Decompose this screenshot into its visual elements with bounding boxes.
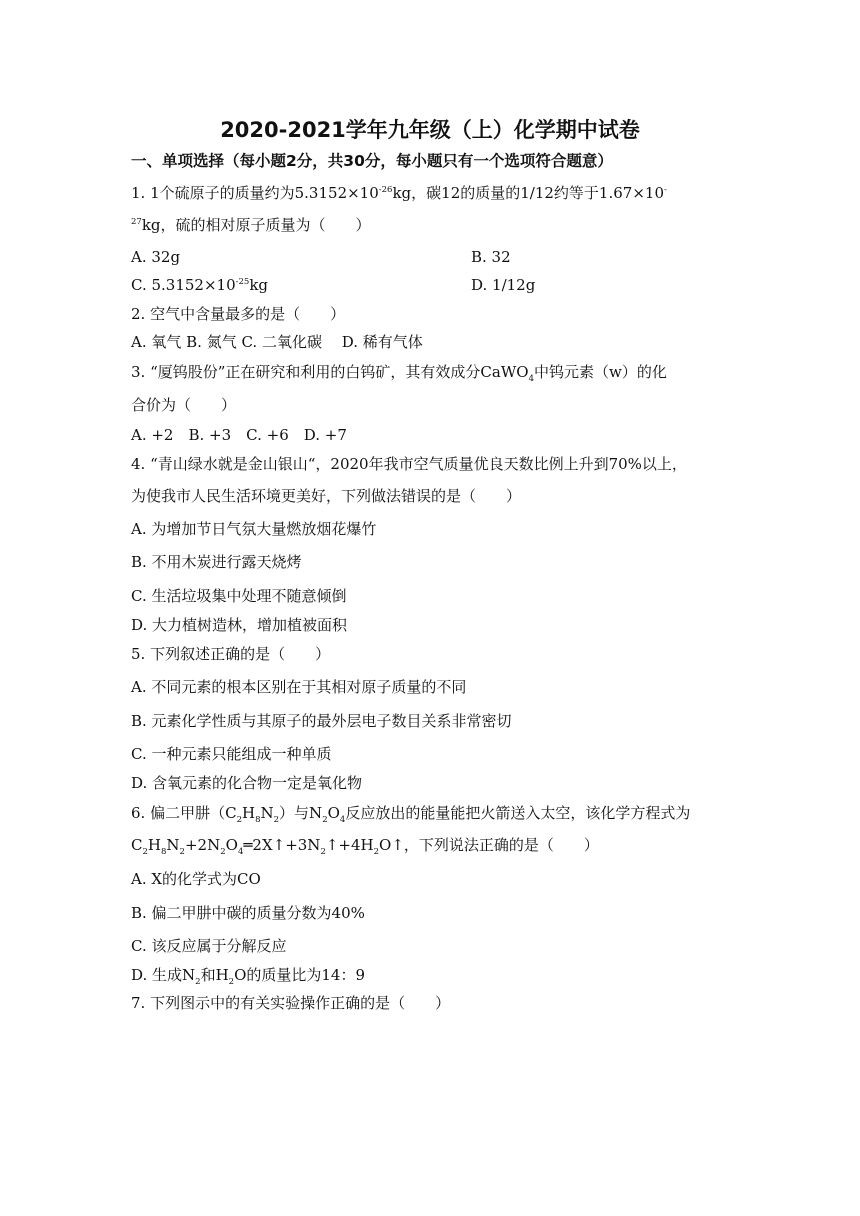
q1-options-row1 (131, 248, 511, 266)
q1-stem-line1: 1. 1个硫原子的质量约为$5.3152\times 10^{-26}kg$，碳12的质量的1/12约等于1.67×10- (131, 184, 667, 202)
q1-option-d: D. 1/12g (471, 276, 536, 294)
q3-stem-line1: 3. “厦钨股份”正在研究和利用的白钨矿，其有效成分CaWO$_4$中钨元素（w）的化 (131, 363, 667, 384)
q6-stem-line1: 6. 偏二甲肼$(C_2H_8N_2)$与$N_2O_4$反应放出的能量能把火箭送入太空，该化学方程式为 (131, 804, 691, 825)
q4-stem-line1: 4. “青山绿水就是金山银山“，2020年我市空气质量优良天数比例上升到70%以上， (131, 455, 687, 473)
q1-option-a: A. 32g (131, 248, 181, 266)
q4-option-d: D. 大力植树造林，增加植被面积 (131, 616, 348, 634)
q5-option-a: A. 不同元素的根本区别在于其相对原子质量的不同 (131, 678, 467, 696)
q5-option-c: C. 一种元素只能组成一种单质 (131, 745, 332, 763)
q4-option-b: B. 不用木炭进行露天烧烤 (131, 553, 302, 571)
q2-stem: 2. 空气中含量最多的是（ ） (131, 305, 346, 323)
page-title: 2020-2021学年九年级（上）化学期中试卷 (220, 118, 640, 142)
q5-option-b: B. 元素化学性质与其原子的最外层电子数目关系非常密切 (131, 712, 512, 730)
q1-options-row2 (131, 276, 536, 294)
q6-option-a: A. X的化学式为CO (131, 870, 261, 888)
q2-options: A. 氧气 B. 氮气 C. 二氧化碳 D. 稀有气体 (131, 333, 423, 351)
q6-option-d: D. 生成$N_2$和$H_2O$的质量比为14：9 (131, 966, 366, 987)
q3-stem-line2: 合价为（ ） (131, 396, 237, 414)
q1-option-b: B. 32 (471, 248, 511, 266)
section-heading: 一、单项选择（每小题2分，共30分，每小题只有一个选项符合题意） (131, 152, 613, 170)
q3-options: A. +2 B. +3 C. +6 D. +7 (131, 426, 347, 444)
q6-option-b: B. 偏二甲肼中碳的质量分数为40% (131, 904, 365, 922)
q5-stem: 5. 下列叙述正确的是（ ） (131, 645, 331, 663)
q6-equation-line: $C_2H_8N_2+2N_2O_4═2X↑+3N_2↑+4H_2O↑$，下列说法正确的是（ ） (131, 836, 599, 857)
q1-stem-line2: $^{27}$kg，硫的相对原子质量为（ ） (131, 216, 371, 234)
q1-option-c: C. $5.3152\times 10^{-25}kg$ (131, 276, 269, 294)
q4-option-c: C. 生活垃圾集中处理不随意倾倒 (131, 587, 347, 605)
q7-stem: 7. 下列图示中的有关实验操作正确的是（ ） (131, 994, 451, 1012)
q4-stem-line2: 为使我市人民生活环境更美好，下列做法错误的是（ ） (131, 487, 522, 505)
q6-option-c: C. 该反应属于分解反应 (131, 937, 287, 955)
q4-option-a: A. 为增加节日气氛大量燃放烟花爆竹 (131, 520, 377, 538)
q5-option-d: D. 含氧元素的化合物一定是氧化物 (131, 774, 363, 792)
